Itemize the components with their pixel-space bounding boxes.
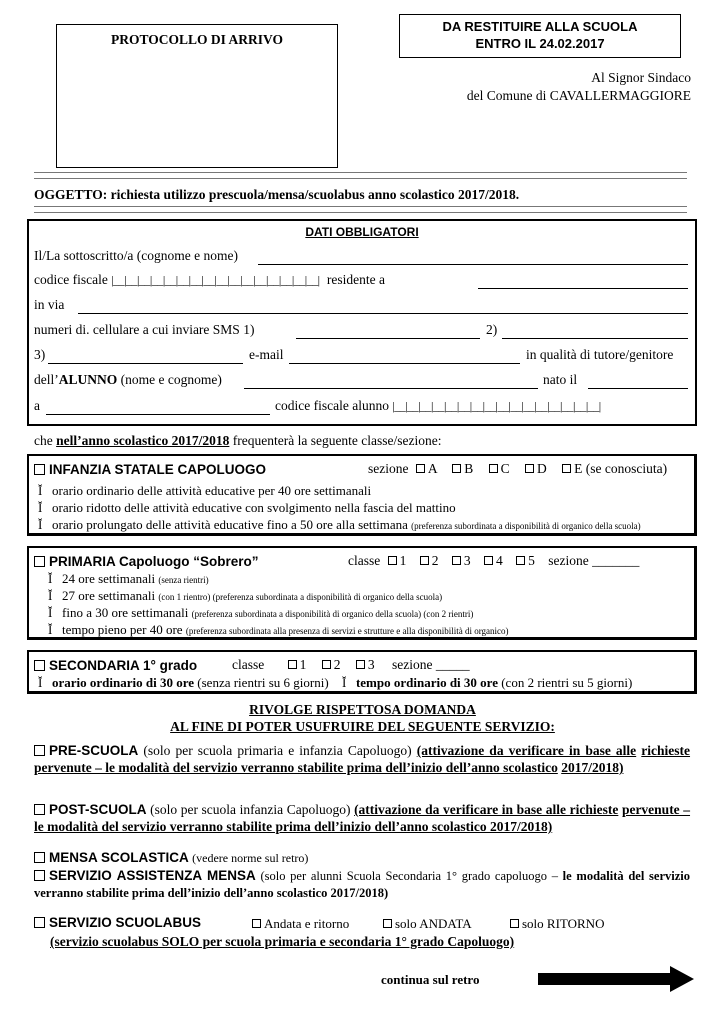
resident-label: residente a (326, 272, 386, 287)
scuolabus (34, 915, 201, 931)
class-1-label: 1 (399, 553, 407, 568)
born-field[interactable] (588, 388, 688, 389)
primaria-option-2-text: 27 ore settimanali (62, 588, 156, 603)
checkbox-bullet-icon[interactable]: Ĭ (38, 517, 43, 532)
pre-scuola-note: (solo per scuola primaria e infanzia Capoluogo) (143, 743, 412, 758)
addressee-line1: Al Signor Sindaco (591, 70, 691, 85)
sec-class-2-label: 2 (333, 657, 341, 672)
section-b-checkbox[interactable] (452, 464, 461, 473)
secondaria-option-1-rest: (senza rientri su 6 giorni) (197, 675, 329, 690)
post-scuola-note: (solo per scuola infanzia Capoluogo) (150, 802, 351, 817)
pupil-row (34, 372, 222, 388)
assistenza-checkbox[interactable] (34, 870, 45, 881)
post-scuola-bold2: pervenute – le modalità del servizio verranno stabilite prima dell’inizio dell’anno scolastico 2017/2018) (34, 802, 691, 834)
sms3-field[interactable] (48, 363, 243, 364)
class-4-label: 4 (495, 553, 503, 568)
divider-top (34, 172, 687, 179)
pupil-cf-label: codice fiscale alunno (275, 398, 389, 413)
checkbox-bullet-icon[interactable]: Ĭ (48, 588, 53, 603)
class-line-post: frequenterà la seguente classe/sezione: (232, 433, 442, 448)
bus-option-ritorno[interactable] (510, 916, 604, 932)
class-line-pre: che (34, 433, 53, 448)
addressee-line2: del Comune di CAVALLERMAGGIORE (466, 88, 691, 103)
section-b-label: B (464, 461, 474, 476)
class-line (34, 433, 442, 449)
pre-scuola (34, 742, 690, 776)
infanzia-section-label: sezione (368, 461, 409, 476)
infanzia-title: INFANZIA STATALE CAPOLUOGO (49, 462, 266, 477)
sms-label: numeri di. cellulare a cui inviare SMS 1) (34, 322, 255, 337)
protocol-label: PROTOCOLLO DI ARRIVO (110, 32, 283, 47)
primaria-checkbox[interactable] (34, 556, 45, 567)
secondaria-options (38, 675, 632, 691)
sms1-field[interactable] (296, 338, 480, 339)
return-line2: ENTRO IL 24.02.2017 (475, 36, 605, 51)
street-row (34, 297, 64, 313)
section-d-checkbox[interactable] (525, 464, 534, 473)
street-label: in via (34, 297, 65, 312)
pre-scuola-bold2: richieste pervenute – le modalità del servizio verranno stabilite prima dell’inizio dell’anno scolastico (34, 743, 691, 775)
scuolabus-title: SERVIZIO SCUOLABUS (49, 915, 202, 930)
bus-option-andata-ritorno[interactable] (252, 916, 349, 932)
place-row (34, 398, 40, 414)
checkbox-bullet-icon[interactable]: Ĭ (48, 605, 53, 620)
role-label: in qualità di tutore/genitore (526, 347, 674, 362)
return-line1: DA RESTITUIRE ALLA SCUOLA (442, 19, 638, 34)
primaria-option-4-note: (preferenza subordinata alla presenza di servizi e strutture e alla disponibilità di organico) (185, 626, 509, 636)
at-label: a (34, 398, 40, 413)
divider-bottom (34, 206, 687, 213)
addressee (467, 69, 691, 105)
bus-andata-label: solo ANDATA (395, 916, 472, 931)
mensa (34, 850, 308, 866)
section-c-checkbox[interactable] (489, 464, 498, 473)
secondaria-classes (232, 657, 470, 673)
assistenza-title: SERVIZIO ASSISTENZA MENSA (49, 868, 256, 883)
email-field[interactable] (289, 363, 520, 364)
infanzia-option-1-text: orario ordinario delle attività educative per 40 ore settimanali (52, 483, 372, 498)
section-a-label: A (427, 461, 437, 476)
name-field[interactable] (258, 264, 688, 265)
checkbox-bullet-icon[interactable]: Ĭ (38, 483, 43, 498)
sec-class-2-checkbox[interactable] (322, 660, 331, 669)
post-scuola-checkbox[interactable] (34, 804, 45, 815)
post-scuola (34, 801, 690, 835)
section-d-label: D (537, 461, 547, 476)
section-e-label: E (se conosciuta) (574, 461, 668, 476)
checkbox-bullet-icon[interactable]: Ĭ (48, 571, 53, 586)
bus-andata-ritorno-checkbox[interactable] (252, 919, 261, 928)
primaria-option-4-text: tempo pieno per 40 ore (62, 622, 183, 637)
infanzia-option-2[interactable] (38, 500, 456, 516)
bus-andata-ritorno-label: Andata e ritorno (264, 916, 350, 931)
infanzia-option-3[interactable] (38, 517, 641, 533)
scuolabus-checkbox[interactable] (34, 917, 45, 928)
secondaria-option-1[interactable] (38, 675, 329, 690)
sms2-field[interactable] (502, 338, 688, 339)
secondaria-class-label: classe (232, 657, 265, 672)
cf-label: codice fiscale (34, 272, 108, 287)
checkbox-bullet-icon[interactable]: Ĭ (341, 675, 347, 690)
infanzia-header (34, 461, 266, 479)
primaria-section-label[interactable]: sezione _______ (548, 553, 640, 568)
cf-row (34, 272, 385, 288)
class-line-bold: nell’anno scolastico 2017/2018 (56, 433, 230, 448)
bus-andata-checkbox[interactable] (383, 919, 392, 928)
street-field[interactable] (78, 313, 688, 314)
class-3-checkbox[interactable] (452, 556, 461, 565)
pupil-rest: (nome e cognome) (120, 372, 222, 387)
infanzia-option-2-text: orario ridotto delle attività educative con svolgimento nella fascia del mattino (52, 500, 456, 515)
primaria-option-4[interactable] (48, 622, 509, 638)
checkbox-bullet-icon[interactable]: Ĭ (38, 500, 43, 515)
request-line2: AL FINE DI POTER USUFRUIRE DEL SEGUENTE SERVIZIO: (170, 719, 555, 734)
pupil-cf-row (275, 398, 601, 414)
name-row (34, 248, 238, 264)
sec-class-1-label: 1 (299, 657, 307, 672)
pre-scuola-bold1: (attivazione da verificare in base alle (416, 743, 637, 758)
secondaria-option-2-rest: (con 2 rientri su 5 giorni) (501, 675, 633, 690)
class-3-label: 3 (463, 553, 471, 568)
sms2-label: 2) (486, 322, 498, 337)
arrow-right-icon (538, 966, 696, 992)
post-scuola-title: POST-SCUOLA (49, 802, 147, 817)
infanzia-option-3-note: (preferenza subordinata a disponibilità di organico della scuola) (411, 521, 641, 531)
pupil-prefix: dell (34, 372, 55, 387)
secondaria-option-2[interactable] (342, 675, 632, 690)
section-e-checkbox[interactable] (562, 464, 571, 473)
infanzia-option-1[interactable] (38, 483, 371, 499)
class-2-label: 2 (431, 553, 439, 568)
primaria-classes (348, 553, 639, 569)
protocol-box (56, 24, 338, 168)
return-deadline-box (399, 14, 681, 58)
pupil-name-field[interactable] (244, 388, 538, 389)
born-label: nato il (543, 372, 578, 387)
assistenza-mensa (34, 867, 690, 902)
assistenza-bold2: servizio verranno stabilite prima dell’inizio dell’anno scolastico 2017/2018) (34, 869, 691, 900)
email-label: e-mail (249, 347, 284, 362)
email-row (34, 347, 45, 363)
pupil-cf-boxes[interactable]: |__|__|__|__|__|__|__|__|__|__|__|__|__|__|__|__| (392, 399, 601, 413)
request-line1: RIVOLGE RISPETTOSA DOMANDA (249, 702, 476, 717)
checkbox-bullet-icon[interactable]: Ĭ (38, 675, 43, 690)
primaria-option-3-note: (preferenza subordinata a disponibilità di organico della scuola) (con 2 rientri) (191, 609, 474, 619)
mensa-note: (vedere norme sul retro) (192, 851, 309, 865)
primaria-title: PRIMARIA Capoluogo “Sobrero” (49, 554, 259, 569)
sms-row (34, 322, 254, 338)
pupil-bold: ALUNNO (58, 372, 118, 387)
secondaria-section-label[interactable]: sezione _____ (391, 657, 470, 672)
cf-boxes[interactable]: |__|__|__|__|__|__|__|__|__|__|__|__|__|__|__|__| (111, 273, 320, 287)
bus-ritorno-checkbox[interactable] (510, 919, 519, 928)
post-scuola-bold1: (attivazione da verificare in base alle richieste (354, 802, 619, 817)
bus-option-andata[interactable] (383, 916, 472, 932)
primaria-option-1-text: 24 ore settimanali (62, 571, 156, 586)
primaria-option-2-note: (con 1 rientro) (preferenza subordinata a disponibilità di organico della scuola) (158, 592, 443, 602)
checkbox-bullet-icon[interactable]: Ĭ (48, 622, 53, 637)
class-1-checkbox[interactable] (388, 556, 397, 565)
mensa-checkbox[interactable] (34, 852, 45, 863)
class-4-checkbox[interactable] (484, 556, 493, 565)
assistenza-bold1: le modalità del (562, 869, 645, 883)
secondaria-checkbox[interactable] (34, 660, 45, 671)
mensa-title: MENSA SCOLASTICA (49, 850, 189, 865)
primaria-option-3-text: fino a 30 ore settimanali (62, 605, 189, 620)
infanzia-sections (368, 461, 667, 477)
primaria-class-label: classe (348, 553, 381, 568)
sec-class-3-label: 3 (367, 657, 375, 672)
section-c-label: C (500, 461, 510, 476)
mandatory-title: DATI OBBLIGATORI (305, 225, 419, 239)
scuolabus-note: (servizio scuolabus SOLO per scuola primaria e secondaria 1° grado Capoluogo) (50, 934, 515, 949)
pre-scuola-checkbox[interactable] (34, 745, 45, 756)
primaria-option-2[interactable] (48, 588, 442, 604)
subject: OGGETTO: richiesta utilizzo prescuola/mensa/scuolabus anno scolastico 2017/2018. (34, 187, 520, 202)
primaria-option-1-note: (senza rientri) (158, 575, 209, 585)
secondaria-title: SECONDARIA 1° grado (49, 658, 198, 673)
sec-class-1-checkbox[interactable] (288, 660, 297, 669)
pre-scuola-bold3: 2017/2018) (561, 760, 624, 775)
primaria-header (34, 553, 259, 571)
section-a-checkbox[interactable] (416, 464, 425, 473)
class-5-label: 5 (528, 553, 535, 568)
primaria-option-1[interactable] (48, 571, 209, 587)
secondaria-header (34, 657, 197, 675)
assistenza-note: (solo per alunni Scuola Secondaria 1° grado capoluogo – (260, 869, 558, 883)
sec-class-3-checkbox[interactable] (356, 660, 365, 669)
pre-scuola-title: PRE-SCUOLA (49, 743, 139, 758)
secondaria-option-1-bold: orario ordinario di 30 ore (52, 675, 195, 690)
class-2-checkbox[interactable] (420, 556, 429, 565)
bus-ritorno-label: solo RITORNO (522, 916, 605, 931)
infanzia-checkbox[interactable] (34, 464, 45, 475)
sms3-label: 3) (34, 347, 46, 362)
continue-label: continua sul retro (381, 972, 480, 987)
place-field[interactable] (46, 414, 270, 415)
secondaria-option-2-bold: tempo ordinario di 30 ore (355, 675, 498, 690)
primaria-option-3[interactable] (48, 605, 473, 621)
infanzia-option-3-text: orario prolungato delle attività educative fino a 50 ore alla settimana (52, 517, 408, 532)
name-label: Il/La sottoscritto/a (cognome e nome) (34, 248, 238, 263)
class-5-checkbox[interactable] (516, 556, 525, 565)
resident-field[interactable] (478, 288, 688, 289)
apostrophe-glyph: ’ (54, 372, 59, 387)
